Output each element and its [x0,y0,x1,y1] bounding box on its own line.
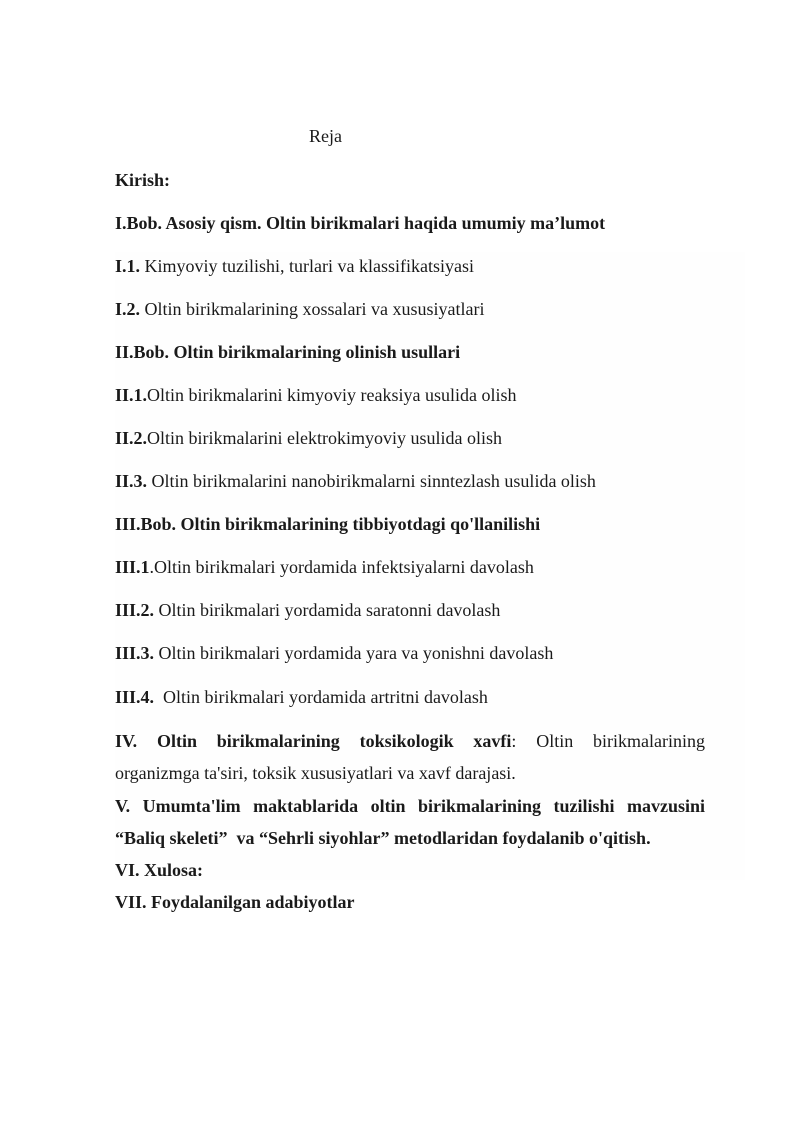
toc-number: III.3. [115,643,155,663]
toc-text: Oltin birikmalarining xossalari va xususiyatlari [140,299,485,319]
toc-number: I.2. [115,299,141,319]
toc-item-3-2 [115,598,500,622]
toc-number: III.2. [115,600,155,620]
page-title: Reja [309,126,342,146]
section-7-heading: VII. Foydalanilgan adabiyotlar [115,892,355,912]
toc-item-3-3 [115,641,553,665]
toc-number: II.1. [115,385,148,405]
toc-item-3-4 [115,685,488,709]
section-6-heading: VI. Xulosa: [115,860,204,880]
toc-number: I.1. [115,256,141,276]
heading-kirish: Kirish: [115,170,171,190]
toc-item-2-3 [115,469,596,493]
heading-chapter-2: II.Bob. Oltin birikmalarining olinish usullari [115,342,461,362]
section-4-line-1 [115,725,705,757]
toc-text: Oltin birikmalari yordamida saratonni davolash [154,600,501,620]
section-4-heading: IV. Oltin birikmalarining toksikologik xavfi [115,731,512,751]
section-4-line-2: organizmga ta'siri, toksik xususiyatlari va xavf darajasi. [115,763,516,783]
toc-number: III.4. [115,687,155,707]
toc-item-3-1 [115,555,534,579]
toc-item-2-1 [115,383,516,407]
section-4-rest: : Oltin birikmalarining [511,731,705,751]
toc-text: Oltin birikmalari yordamida artritni davolash [154,687,488,707]
toc-text: .Oltin birikmalari yordamida infektsiyalarni davolash [149,557,534,577]
section-5-line-1: V. Umumta'lim maktablarida oltin birikmalarining tuzilishi mavzusini [115,796,705,816]
toc-number: II.3. [115,471,148,491]
toc-number: II.2. [115,428,148,448]
section-4-paragraph [115,725,705,789]
toc-item-1-1 [115,254,474,278]
toc-number: III.1 [115,557,150,577]
heading-chapter-3: III.Bob. Oltin birikmalarining tibbiyotdagi qo'llanilishi [115,514,541,534]
toc-text: Oltin birikmalarini kimyoviy reaksiya usulida olish [147,385,517,405]
section-5-paragraph [115,790,705,854]
toc-text: Oltin birikmalarini nanobirikmalarni sinntezlash usulida olish [147,471,596,491]
heading-chapter-1: I.Bob. Asosiy qism. Oltin birikmalari haqida umumiy ma’lumot [115,213,606,233]
toc-item-2-2 [115,426,502,450]
section-5-line-2: “Baliq skeleti” va “Sehrli siyohlar” metodlaridan foydalanib o'qitish. [115,828,651,848]
toc-text: Oltin birikmalari yordamida yara va yonishni davolash [154,643,554,663]
toc-text: Oltin birikmalarini elektrokimyoviy usulida olish [147,428,502,448]
toc-text: Kimyoviy tuzilishi, turlari va klassifikatsiyasi [140,256,474,276]
toc-item-1-2 [115,297,484,321]
